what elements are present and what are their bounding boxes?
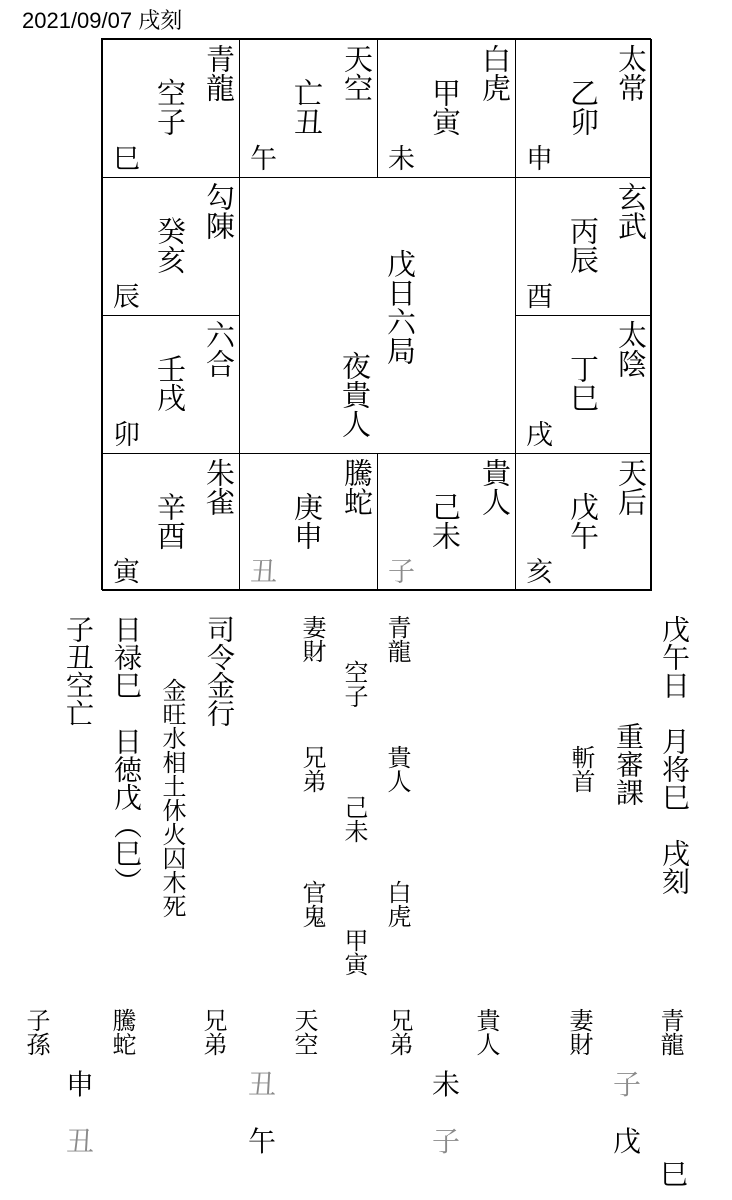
cell-stem: 壬戌: [153, 354, 187, 412]
lesson1-base: 巳: [660, 1158, 689, 1191]
lesson1-god: 青龍: [656, 1008, 684, 1056]
line1-relation: 妻財: [298, 615, 326, 663]
cell-stem: 癸亥: [153, 216, 187, 274]
cell-wu: [239, 39, 378, 178]
cell-god: 天空: [340, 44, 374, 102]
lesson3-bottom: 午: [248, 1125, 277, 1158]
lesson4-god: 騰蛇: [108, 1008, 136, 1056]
cell-god: 天后: [614, 458, 648, 516]
cell-god: 勾陳: [202, 182, 236, 240]
cell-branch: 辰: [113, 282, 140, 313]
lesson2-bottom: 子: [432, 1125, 461, 1158]
board-center-noble: 夜貴人: [338, 351, 372, 438]
lesson1-bottom: 戊: [613, 1125, 642, 1158]
cell-branch: 巳: [113, 144, 140, 175]
lesson4-relation: 子孫: [22, 1008, 50, 1056]
cell-xu: [515, 315, 652, 454]
pattern-name: 斬首: [567, 745, 595, 793]
cell-you: [515, 177, 652, 316]
cell-god: 朱雀: [202, 458, 236, 516]
line3-relation: 官鬼: [298, 880, 326, 928]
cell-stem: 乙卯: [566, 78, 600, 136]
lesson3-mid: 丑: [248, 1068, 277, 1101]
cell-branch: 亥: [526, 557, 553, 588]
cell-stem: 辛酉: [153, 492, 187, 550]
line1-stem: 空子: [340, 660, 368, 708]
board-center-title: 戊日六局: [383, 249, 417, 365]
cell-yin: [102, 453, 240, 591]
lesson2-relation: 兄弟: [385, 1008, 413, 1056]
cell-branch: 卯: [113, 420, 140, 451]
lesson2-mid: 未: [432, 1068, 461, 1101]
lesson3-relation: 兄弟: [199, 1008, 227, 1056]
lesson3-god: 天空: [290, 1008, 318, 1056]
cell-chen: [102, 177, 240, 316]
line2-stem: 己未: [340, 795, 368, 843]
wuxing-states: 金旺水相土休火囚木死: [158, 678, 186, 918]
cell-wei: [377, 39, 516, 178]
line3-god: 白虎: [383, 880, 411, 928]
cell-stem: 己未: [428, 492, 462, 550]
cell-hai: [515, 453, 652, 591]
cell-stem: 戊午: [566, 492, 600, 550]
lesson1-relation: 妻財: [565, 1008, 593, 1056]
line2-relation: 兄弟: [298, 745, 326, 793]
cell-stem: 甲寅: [428, 78, 462, 136]
cell-chou: [239, 453, 378, 591]
line2-god: 貴人: [383, 745, 411, 793]
cell-branch: 酉: [526, 282, 553, 313]
cell-mao: [102, 315, 240, 454]
lesson-type: 重審課: [612, 722, 645, 806]
cell-branch: 戌: [526, 420, 553, 451]
lesson4-mid: 申: [66, 1068, 95, 1101]
cell-god: 青龍: [202, 44, 236, 102]
cell-branch: 未: [388, 144, 415, 175]
line3-stem: 甲寅: [340, 928, 368, 976]
lesson4-bottom: 丑: [66, 1125, 95, 1158]
datetime-header: 2021/09/07 戌刻: [22, 8, 183, 33]
cell-branch: 申: [526, 144, 553, 175]
cell-shen: [515, 39, 652, 178]
lesson1-mid: 子: [613, 1068, 642, 1101]
cell-stem: 丙辰: [566, 216, 600, 274]
cell-stem: 丁巳: [566, 354, 600, 412]
cell-god: 貴人: [478, 458, 512, 516]
cell-stem: 庚申: [290, 492, 324, 550]
cell-god: 六合: [202, 320, 236, 378]
cell-god: 騰蛇: [340, 458, 374, 516]
heaven-earth-board: [101, 38, 651, 590]
cell-stem: 空子: [153, 78, 187, 136]
cell-branch: 寅: [113, 557, 140, 588]
lu-de-line: 日禄巳 日徳戊（巳）: [110, 615, 143, 895]
day-general-line: 戊午日 月将巳 戌刻: [658, 615, 691, 895]
cell-god: 白虎: [478, 44, 512, 102]
siling-line: 司令金行: [203, 615, 236, 727]
cell-branch: 子: [388, 557, 415, 588]
cell-si: [102, 39, 240, 178]
cell-god: 太常: [614, 44, 648, 102]
cell-zi: [377, 453, 516, 591]
cell-branch: 丑: [250, 557, 277, 588]
lesson2-god: 貴人: [472, 1008, 500, 1056]
cell-branch: 午: [250, 144, 277, 175]
cell-god: 太陰: [614, 320, 648, 378]
cell-god: 玄武: [614, 182, 648, 240]
kongwang-line: 子丑空亡: [62, 615, 95, 727]
line1-god: 青龍: [383, 615, 411, 663]
cell-stem: 亡丑: [290, 78, 324, 136]
